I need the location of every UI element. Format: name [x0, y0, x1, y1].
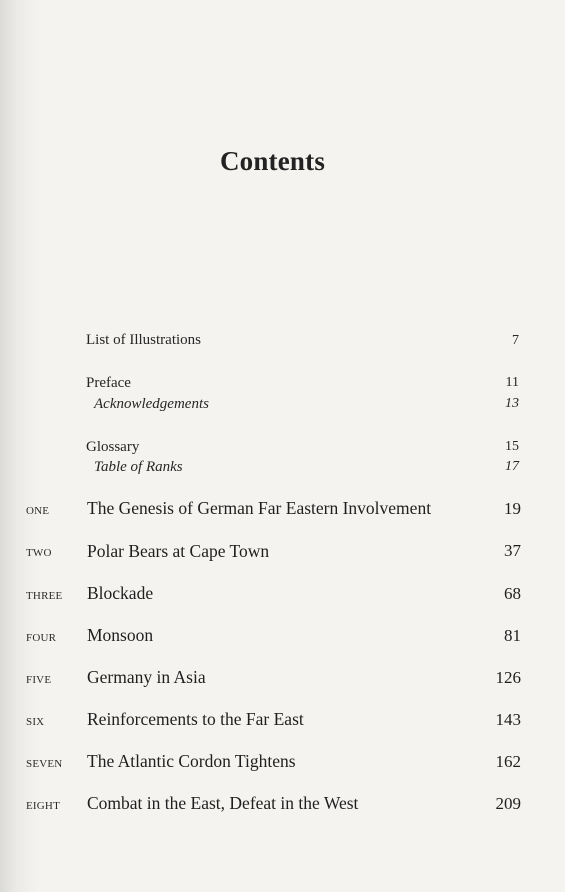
- toc-entry-preface: Preface: [86, 375, 131, 391]
- chapter-number: FOUR: [26, 632, 57, 644]
- chapter-title: The Genesis of German Far Eastern Involvement: [87, 498, 432, 518]
- chapter-number: TWO: [26, 547, 52, 559]
- chapter-page: 68: [504, 584, 521, 603]
- toc-entry-table-of-ranks: Table of Ranks: [94, 459, 183, 475]
- chapter-page: 162: [495, 752, 521, 771]
- toc-entry-list-of-illustrations: List of Illustrations: [86, 332, 201, 348]
- chapter-number: SEVEN: [26, 758, 63, 770]
- contents-heading: Contents: [219, 146, 326, 176]
- chapter-number: THREE: [26, 590, 63, 602]
- toc-page-acknowledgements: 13: [505, 396, 519, 411]
- toc-page-glossary: 15: [505, 439, 519, 454]
- toc-entry-acknowledgements: Acknowledgements: [94, 396, 209, 412]
- chapter-title: Reinforcements to the Far East: [87, 709, 304, 729]
- chapter-title: Monsoon: [87, 625, 154, 645]
- chapter-title: Combat in the East, Defeat in the West: [87, 793, 359, 813]
- chapter-page: 81: [504, 626, 521, 645]
- chapter-page: 143: [495, 710, 521, 729]
- toc-page-preface: 11: [505, 375, 519, 390]
- chapter-title: Blockade: [87, 583, 154, 603]
- chapter-title: Germany in Asia: [87, 667, 206, 687]
- chapter-number: ONE: [26, 505, 50, 517]
- chapter-page: 37: [504, 541, 521, 560]
- chapter-page: 209: [495, 794, 521, 813]
- chapter-title: The Atlantic Cordon Tightens: [87, 751, 296, 771]
- chapter-page: 19: [504, 499, 521, 518]
- chapter-title: Polar Bears at Cape Town: [87, 541, 270, 561]
- toc-page-table-of-ranks: 17: [505, 459, 519, 474]
- toc-page-list-of-illustrations: 7: [512, 333, 519, 348]
- chapter-number: FIVE: [26, 674, 52, 686]
- chapter-number: EIGHT: [26, 800, 60, 812]
- toc-entry-glossary: Glossary: [86, 439, 140, 455]
- chapter-number: SIX: [26, 716, 45, 728]
- chapter-page: 126: [495, 668, 521, 687]
